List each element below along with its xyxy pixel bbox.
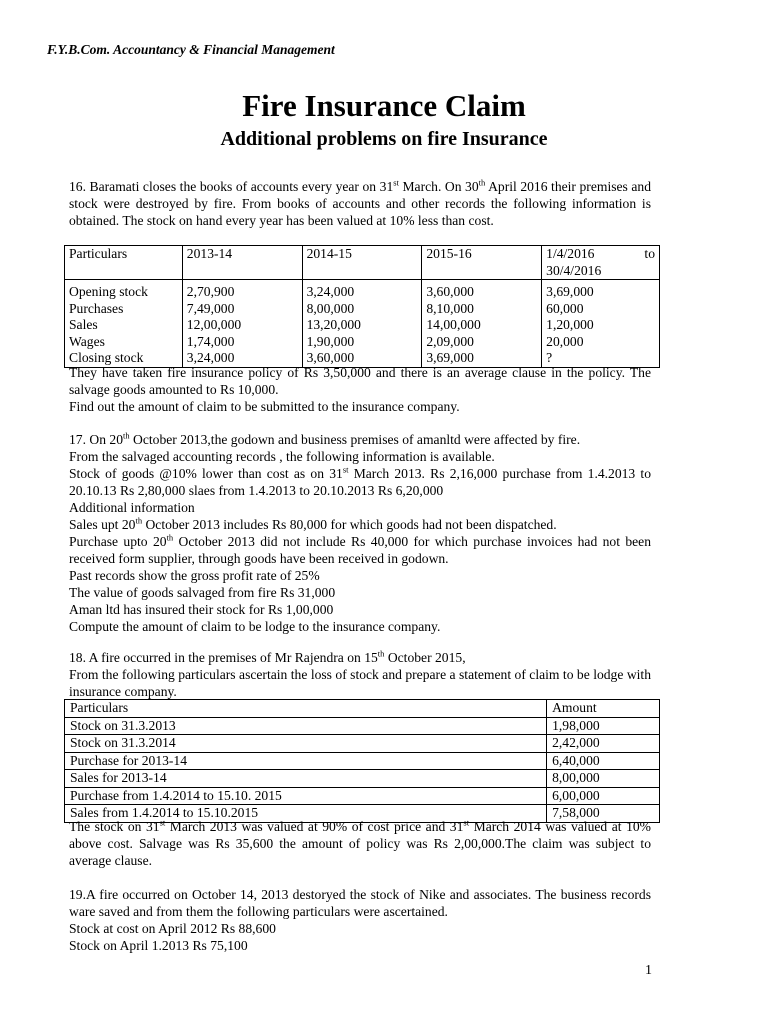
q16-intro: 16. Baramati closes the books of accounts every year on 31st March. On 30th April 2016 their premises and stock were destroyed by fire. From books of accounts and other records the following information is obtained. The stock on hand every year has been valued at 10% less than cost. (69, 177, 652, 228)
table-cell: 1,74,000 (182, 334, 302, 351)
q18-after-text: The stock on 31st March 2013 was valued at 90% of cost price and 31st March 2014 was valued at 10% above cost. Salvage was Rs 35,600 the amount of policy was Rs 2,00,000.The claim was subject to average clause. (69, 817, 651, 868)
table-cell: 8,10,000 (422, 301, 542, 318)
table-cell: 2,09,000 (422, 334, 542, 351)
table-cell: 3,24,000 (182, 350, 302, 367)
q18-text: 18. A fire occurred in the premises of Mr Rajendra on 15th October 2015, From the following particulars ascertain the loss of stock and prepare a statement of claim to be lodge with insurance company. (69, 648, 651, 699)
page-title: Fire Insurance Claim (242, 88, 526, 123)
table-cell: 3,24,000 (302, 280, 422, 301)
table-header-cell: Particulars (65, 700, 547, 718)
running-header: F.Y.B.Com. Accountancy & Financial Management (47, 42, 335, 57)
table-cell: 1,98,000 (547, 717, 660, 735)
table-cell: 12,00,000 (182, 317, 302, 334)
table-cell: Wages (65, 334, 183, 351)
q19-text: 19.A fire occurred on October 14, 2013 destoryed the stock of Nike and associates. The business records ware saved and from them the following particulars were ascertained. Stock at cost on April 2012 Rs 88,600 Stock on April 1.2013 Rs 75,100 (69, 887, 651, 953)
table-cell: 2,70,900 (182, 280, 302, 301)
table-header-cell: 2013-14 (182, 246, 302, 280)
table-cell: Purchase for 2013-14 (65, 752, 547, 770)
table-row (65, 717, 660, 735)
table-cell: Purchase from 1.4.2014 to 15.10. 2015 (65, 787, 547, 805)
table-header-cell: 2014-15 (302, 246, 422, 280)
table-cell: 1,20,000 (542, 317, 660, 334)
table-header-cell: 2015-16 (422, 246, 542, 280)
table-cell: 7,49,000 (182, 301, 302, 318)
table-cell: 1,90,000 (302, 334, 422, 351)
q16-table (64, 245, 660, 368)
q17-text: 17. On 20th October 2013,the godown and business premises of amanltd were affected by fire. From the salvaged accounting records , the following information is available. Stock of goods @10% lower than cost as on 31st March 2013. Rs 2,16,000 purchase from 1.4.2013 to 20.10.13 Rs 2,80,000 slaes from 1.4.2013 to 20.10.2013 Rs 6,20,000 Additional information Sales upt 20th October 2013 includes Rs 80,000 for which goods had not been dispatched. Purchase upto 20th October 2013 did not include Rs 40,000 for which purchase invoices had not been received form supplier, through goods have been received in godown. Past records show the gross profit rate of 25% The value of goods salvaged from fire Rs 31,000 Aman ltd has insured their stock for Rs 1,00,000 Compute the amount of claim to be lodge to the insurance company. (69, 430, 651, 634)
table-cell: Opening stock (65, 280, 183, 301)
table-cell: 8,00,000 (302, 301, 422, 318)
table-cell: Sales from 1.4.2014 to 15.10.2015 (65, 805, 547, 823)
table-cell: 3,69,000 (542, 280, 660, 301)
table-cell: 2,42,000 (547, 735, 660, 753)
table-row (65, 280, 660, 301)
table-cell: 8,00,000 (547, 770, 660, 788)
table-header-cell: 1/4/2016 to 30/4/2016 (542, 246, 660, 280)
table-cell: 60,000 (542, 301, 660, 318)
table-cell: Stock on 31.3.2013 (65, 717, 547, 735)
table-cell: 7,58,000 (547, 805, 660, 823)
table-cell: Sales for 2013-14 (65, 770, 547, 788)
table-cell: 6,40,000 (547, 752, 660, 770)
table-cell: Stock on 31.3.2014 (65, 735, 547, 753)
table-cell: Sales (65, 317, 183, 334)
table-cell: Closing stock (65, 350, 183, 367)
table-cell: ? (542, 350, 660, 367)
table-header-cell: Amount (547, 700, 660, 718)
table-row (65, 770, 660, 788)
table-cell: 14,00,000 (422, 317, 542, 334)
q18-table (64, 699, 660, 823)
q16-policy-text: They have taken fire insurance policy of Rs 3,50,000 and there is an average clause in the policy. The salvage goods amounted to Rs 10,000. (69, 365, 651, 397)
table-cell: Purchases (65, 301, 183, 318)
table-cell: 20,000 (542, 334, 660, 351)
table-row (65, 735, 660, 753)
table-row (65, 317, 660, 334)
table-row (65, 334, 660, 351)
table-header-row (65, 246, 660, 280)
table-cell: 13,20,000 (302, 317, 422, 334)
table-header-cell: Particulars (65, 246, 183, 280)
page-subtitle: Additional problems on fire Insurance (220, 128, 548, 150)
table-cell: 3,60,000 (302, 350, 422, 367)
table-cell: 3,60,000 (422, 280, 542, 301)
q16-question: Find out the amount of claim to be submitted to the insurance company. (69, 399, 460, 414)
table-row (65, 752, 660, 770)
table-cell: 6,00,000 (547, 787, 660, 805)
page-number: 1 (645, 963, 652, 978)
table-cell: 3,69,000 (422, 350, 542, 367)
table-row (65, 301, 660, 318)
table-row (65, 787, 660, 805)
table-header-row (65, 700, 660, 718)
